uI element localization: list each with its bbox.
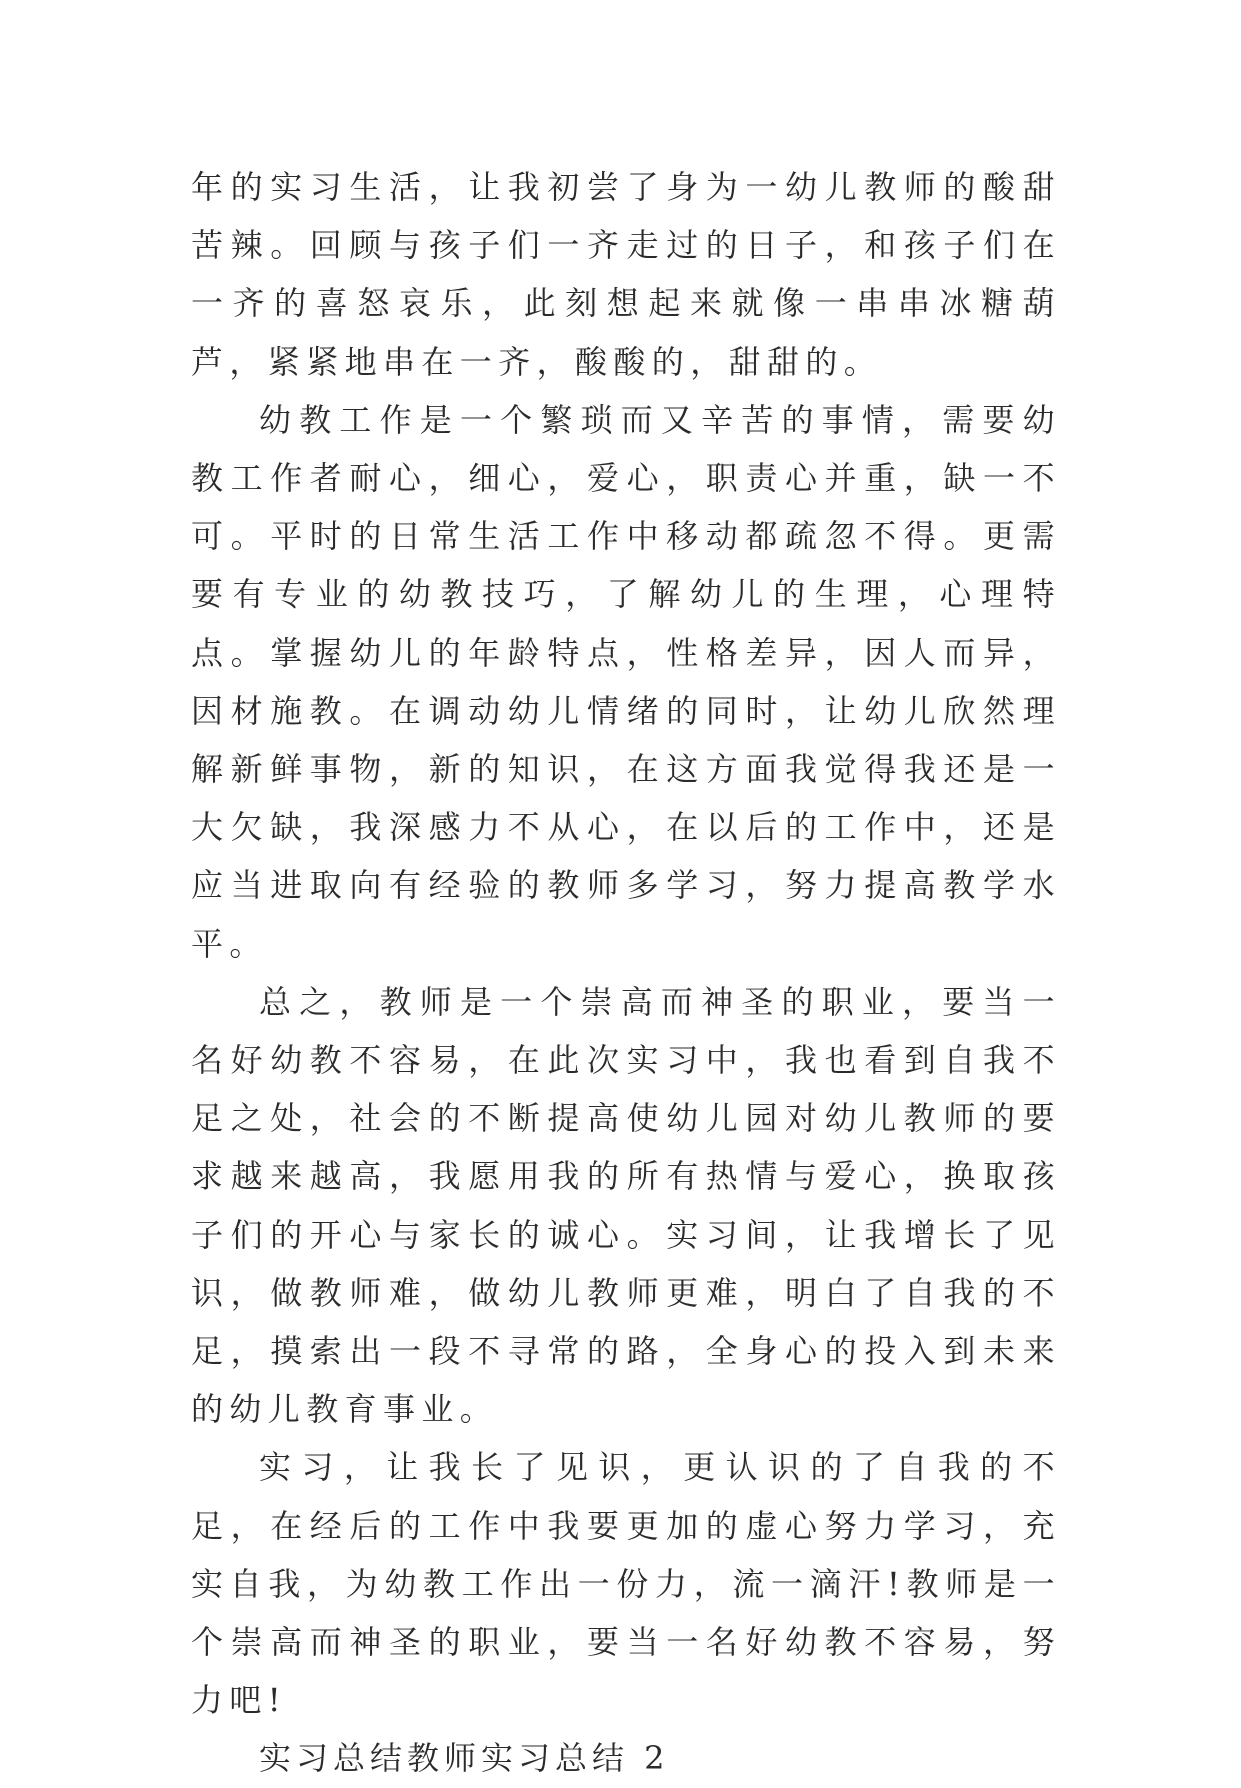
section-heading: 实习总结教师实习总结 2 (259, 1739, 670, 1778)
paragraph-continued: 年的实习生活，让我初尝了身为一幼儿教师的酸甜苦辣。回顾与孩子们一齐走过的日子，和孩子们在一齐的喜怒哀乐，此刻想起来就像一串串冰糖葫芦，紧紧地串在一齐，酸酸的，甜甜的。 (191, 168, 1061, 381)
paragraph-conclusion: 总之，教师是一个崇高而神圣的职业，要当一名好幼教不容易，在此次实习中，我也看到自我不足之处，社会的不断提高使幼儿园对幼儿教师的要求越来越高，我愿用我的所有热情与爱心，换取孩子们的开心与家长的诚心。实习间，让我增长了见识，做教师难，做幼儿教师更难，明白了自我的不足，摸索出一段不寻常的路，全身心的投入到未来的幼儿教育事业。 (191, 982, 1061, 1429)
paragraph-reflection: 实习，让我长了见识，更认识的了自我的不足，在经后的工作中我要更加的虚心努力学习，充实自我，为幼教工作出一份力，流一滴汗!教师是一个崇高而神圣的职业，要当一名好幼教不容易，努力吧! (191, 1448, 1061, 1720)
document-body (191, 158, 1061, 1788)
paragraph-kindergarten-work: 幼教工作是一个繁琐而又辛苦的事情，需要幼教工作者耐心，细心，爱心，职责心并重，缺一不可。平时的日常生活工作中移动都疏忽不得。更需要有专业的幼教技巧，了解幼儿的生理，心理特点。掌握幼儿的年龄特点，性格差异，因人而异，因材施教。在调动幼儿情绪的同时，让幼儿欣然理解新鲜事物，新的知识，在这方面我觉得我还是一大欠缺，我深感力不从心，在以后的工作中，还是应当进取向有经验的教师多学习，努力提高教学水平。 (191, 400, 1061, 963)
